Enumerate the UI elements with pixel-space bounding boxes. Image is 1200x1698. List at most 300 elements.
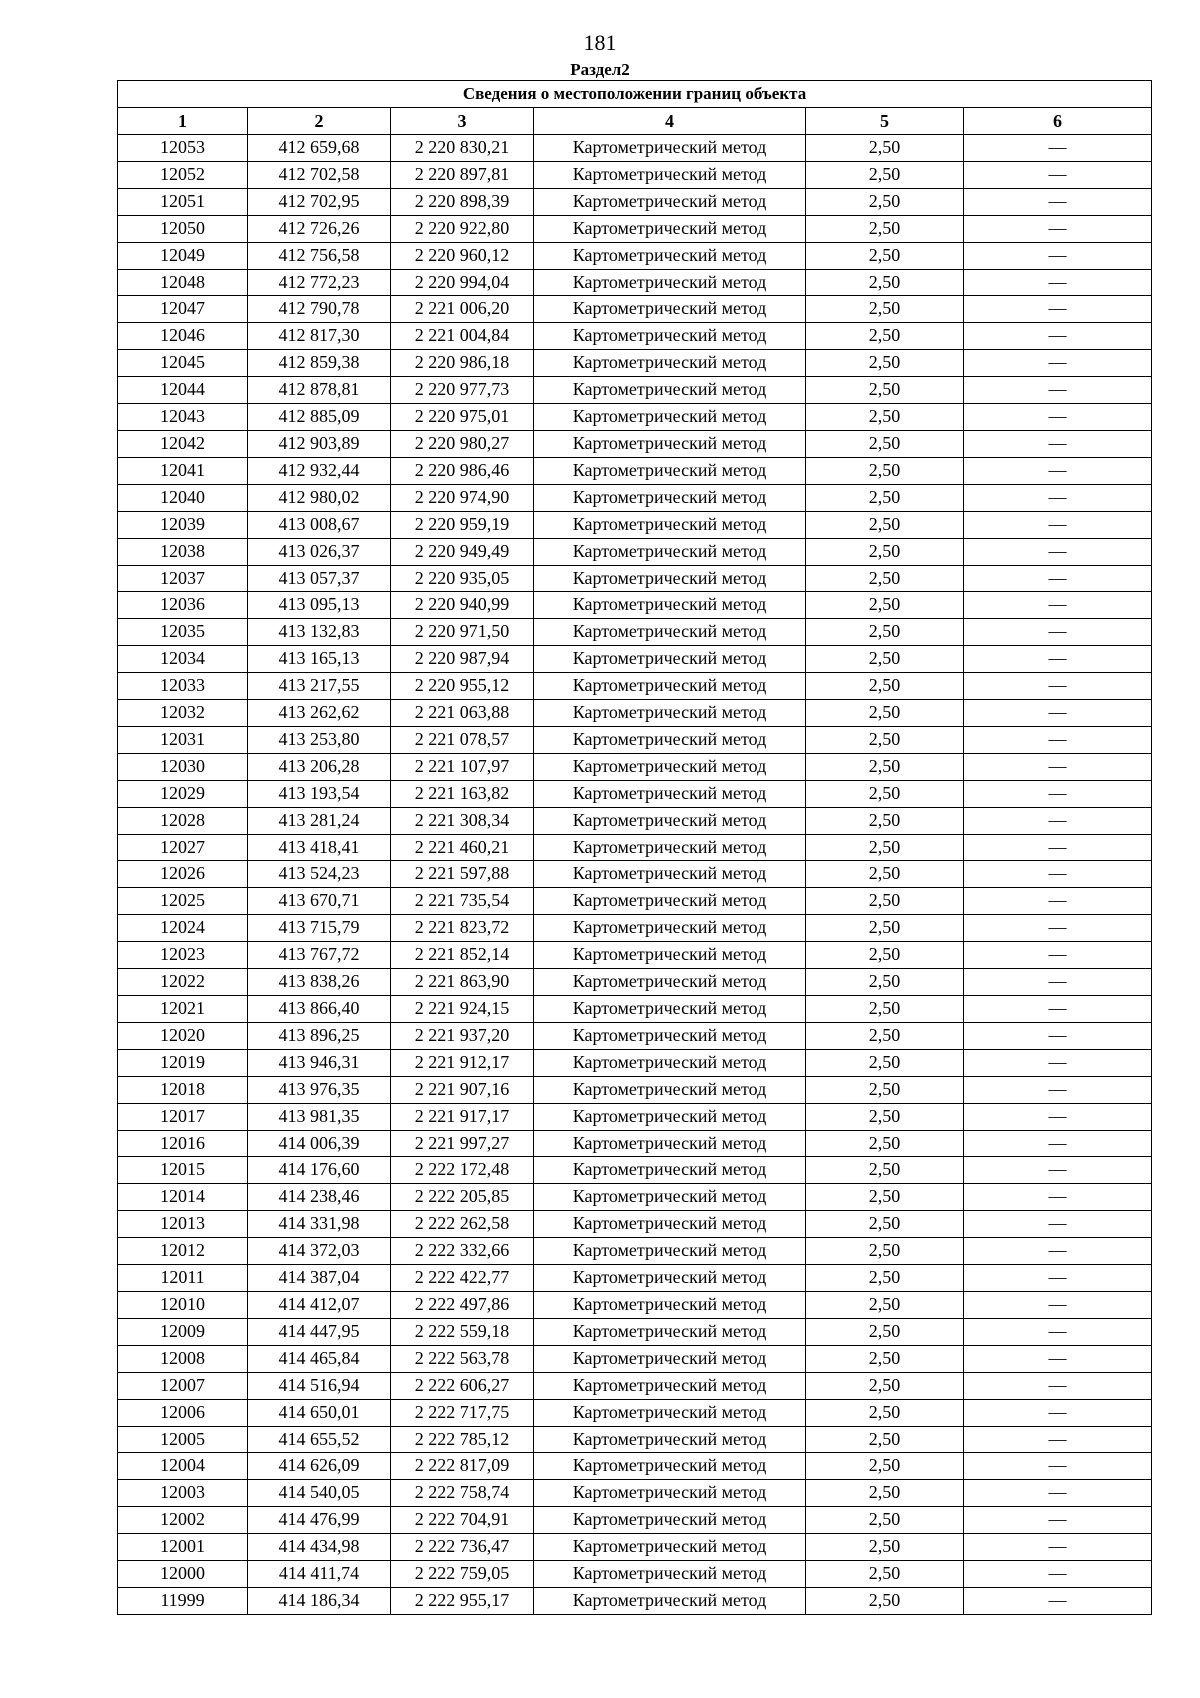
- cell-y-coordinate: 2 220 959,19: [391, 511, 534, 538]
- cell-method: Картометрический метод: [534, 673, 806, 700]
- cell-y-coordinate: 2 222 785,12: [391, 1426, 534, 1453]
- cell-point-number: 12022: [118, 969, 248, 996]
- cell-y-coordinate: 2 220 935,05: [391, 565, 534, 592]
- cell-y-coordinate: 2 222 606,27: [391, 1372, 534, 1399]
- table-row: [118, 1103, 1152, 1130]
- cell-y-coordinate: 2 220 975,01: [391, 404, 534, 431]
- cell-point-number: 12026: [118, 861, 248, 888]
- cell-description: —: [964, 1103, 1152, 1130]
- cell-point-number: 12048: [118, 269, 248, 296]
- cell-accuracy: 2,50: [806, 1561, 964, 1588]
- table-row: [118, 700, 1152, 727]
- cell-x-coordinate: 414 372,03: [248, 1238, 391, 1265]
- cell-x-coordinate: 413 418,41: [248, 834, 391, 861]
- cell-method: Картометрический метод: [534, 484, 806, 511]
- cell-method: Картометрический метод: [534, 726, 806, 753]
- cell-x-coordinate: 413 981,35: [248, 1103, 391, 1130]
- table-body: [118, 135, 1152, 1615]
- cell-method: Картометрический метод: [534, 1480, 806, 1507]
- cell-x-coordinate: 414 516,94: [248, 1372, 391, 1399]
- cell-x-coordinate: 414 626,09: [248, 1453, 391, 1480]
- cell-y-coordinate: 2 222 205,85: [391, 1184, 534, 1211]
- cell-accuracy: 2,50: [806, 430, 964, 457]
- cell-accuracy: 2,50: [806, 726, 964, 753]
- table-row: [118, 888, 1152, 915]
- cell-method: Картометрический метод: [534, 1076, 806, 1103]
- cell-method: Картометрический метод: [534, 1372, 806, 1399]
- table-row: [118, 1534, 1152, 1561]
- cell-method: Картометрический метод: [534, 1534, 806, 1561]
- cell-point-number: 12041: [118, 457, 248, 484]
- cell-y-coordinate: 2 222 172,48: [391, 1157, 534, 1184]
- cell-point-number: 12033: [118, 673, 248, 700]
- cell-description: —: [964, 1211, 1152, 1238]
- table-row: [118, 619, 1152, 646]
- cell-point-number: 12025: [118, 888, 248, 915]
- cell-point-number: 12011: [118, 1265, 248, 1292]
- table-row: [118, 538, 1152, 565]
- cell-description: —: [964, 969, 1152, 996]
- table-row: [118, 135, 1152, 162]
- cell-x-coordinate: 414 465,84: [248, 1345, 391, 1372]
- cell-accuracy: 2,50: [806, 1022, 964, 1049]
- column-header-6: 6: [964, 108, 1152, 135]
- cell-x-coordinate: 412 772,23: [248, 269, 391, 296]
- cell-y-coordinate: 2 221 997,27: [391, 1130, 534, 1157]
- table-row: [118, 1587, 1152, 1614]
- cell-point-number: 12034: [118, 646, 248, 673]
- cell-description: —: [964, 1561, 1152, 1588]
- cell-point-number: 12042: [118, 430, 248, 457]
- cell-point-number: 12003: [118, 1480, 248, 1507]
- cell-method: Картометрический метод: [534, 1426, 806, 1453]
- cell-accuracy: 2,50: [806, 861, 964, 888]
- cell-description: —: [964, 457, 1152, 484]
- cell-point-number: 12046: [118, 323, 248, 350]
- cell-description: —: [964, 242, 1152, 269]
- cell-method: Картометрический метод: [534, 1318, 806, 1345]
- cell-y-coordinate: 2 221 460,21: [391, 834, 534, 861]
- table-row: [118, 780, 1152, 807]
- cell-accuracy: 2,50: [806, 1453, 964, 1480]
- cell-point-number: 12051: [118, 188, 248, 215]
- cell-point-number: 12013: [118, 1211, 248, 1238]
- cell-accuracy: 2,50: [806, 1534, 964, 1561]
- table-row: [118, 1426, 1152, 1453]
- cell-accuracy: 2,50: [806, 1265, 964, 1292]
- cell-point-number: 12000: [118, 1561, 248, 1588]
- cell-x-coordinate: 413 896,25: [248, 1022, 391, 1049]
- cell-description: —: [964, 1022, 1152, 1049]
- cell-accuracy: 2,50: [806, 484, 964, 511]
- cell-method: Картометрический метод: [534, 1184, 806, 1211]
- cell-description: —: [964, 888, 1152, 915]
- cell-point-number: 12008: [118, 1345, 248, 1372]
- cell-description: —: [964, 135, 1152, 162]
- cell-description: —: [964, 807, 1152, 834]
- cell-method: Картометрический метод: [534, 135, 806, 162]
- cell-method: Картометрический метод: [534, 861, 806, 888]
- cell-description: —: [964, 1157, 1152, 1184]
- column-header-1: 1: [118, 108, 248, 135]
- cell-point-number: 12043: [118, 404, 248, 431]
- column-header-row: [118, 108, 1152, 135]
- cell-description: —: [964, 1345, 1152, 1372]
- cell-point-number: 12052: [118, 161, 248, 188]
- cell-point-number: 12020: [118, 1022, 248, 1049]
- cell-accuracy: 2,50: [806, 834, 964, 861]
- cell-method: Картометрический метод: [534, 1265, 806, 1292]
- cell-method: Картометрический метод: [534, 242, 806, 269]
- table-row: [118, 484, 1152, 511]
- cell-point-number: 12050: [118, 215, 248, 242]
- cell-accuracy: 2,50: [806, 1399, 964, 1426]
- table-row: [118, 296, 1152, 323]
- cell-x-coordinate: 413 253,80: [248, 726, 391, 753]
- cell-accuracy: 2,50: [806, 996, 964, 1023]
- cell-method: Картометрический метод: [534, 538, 806, 565]
- cell-y-coordinate: 2 220 977,73: [391, 377, 534, 404]
- cell-accuracy: 2,50: [806, 753, 964, 780]
- cell-accuracy: 2,50: [806, 215, 964, 242]
- cell-method: Картометрический метод: [534, 188, 806, 215]
- cell-description: —: [964, 484, 1152, 511]
- cell-y-coordinate: 2 221 907,16: [391, 1076, 534, 1103]
- table-row: [118, 1184, 1152, 1211]
- cell-y-coordinate: 2 221 308,34: [391, 807, 534, 834]
- cell-accuracy: 2,50: [806, 296, 964, 323]
- cell-method: Картометрический метод: [534, 1399, 806, 1426]
- cell-x-coordinate: 412 903,89: [248, 430, 391, 457]
- cell-point-number: 12027: [118, 834, 248, 861]
- cell-method: Картометрический метод: [534, 323, 806, 350]
- cell-y-coordinate: 2 221 852,14: [391, 942, 534, 969]
- cell-point-number: 12017: [118, 1103, 248, 1130]
- cell-point-number: 12039: [118, 511, 248, 538]
- cell-point-number: 12038: [118, 538, 248, 565]
- cell-x-coordinate: 412 859,38: [248, 350, 391, 377]
- cell-accuracy: 2,50: [806, 1238, 964, 1265]
- cell-method: Картометрический метод: [534, 942, 806, 969]
- cell-x-coordinate: 412 980,02: [248, 484, 391, 511]
- cell-method: Картометрический метод: [534, 1130, 806, 1157]
- cell-y-coordinate: 2 221 004,84: [391, 323, 534, 350]
- cell-method: Картометрический метод: [534, 1103, 806, 1130]
- cell-point-number: 12001: [118, 1534, 248, 1561]
- cell-description: —: [964, 1507, 1152, 1534]
- cell-y-coordinate: 2 220 980,27: [391, 430, 534, 457]
- cell-method: Картометрический метод: [534, 296, 806, 323]
- cell-y-coordinate: 2 221 912,17: [391, 1049, 534, 1076]
- cell-method: Картометрический метод: [534, 1238, 806, 1265]
- cell-method: Картометрический метод: [534, 700, 806, 727]
- cell-accuracy: 2,50: [806, 377, 964, 404]
- cell-accuracy: 2,50: [806, 1211, 964, 1238]
- cell-point-number: 12002: [118, 1507, 248, 1534]
- cell-point-number: 12018: [118, 1076, 248, 1103]
- cell-x-coordinate: 413 057,37: [248, 565, 391, 592]
- boundary-coordinates-table: [117, 80, 1152, 1615]
- table-row: [118, 1561, 1152, 1588]
- cell-x-coordinate: 414 655,52: [248, 1426, 391, 1453]
- cell-method: Картометрический метод: [534, 807, 806, 834]
- cell-y-coordinate: 2 221 107,97: [391, 753, 534, 780]
- cell-description: —: [964, 430, 1152, 457]
- cell-accuracy: 2,50: [806, 1507, 964, 1534]
- cell-description: —: [964, 753, 1152, 780]
- cell-method: Картометрический метод: [534, 1561, 806, 1588]
- cell-x-coordinate: 413 946,31: [248, 1049, 391, 1076]
- cell-accuracy: 2,50: [806, 323, 964, 350]
- cell-point-number: 12004: [118, 1453, 248, 1480]
- cell-description: —: [964, 996, 1152, 1023]
- cell-x-coordinate: 413 866,40: [248, 996, 391, 1023]
- cell-accuracy: 2,50: [806, 646, 964, 673]
- cell-y-coordinate: 2 222 559,18: [391, 1318, 534, 1345]
- table-row: [118, 673, 1152, 700]
- cell-point-number: 12035: [118, 619, 248, 646]
- cell-accuracy: 2,50: [806, 1157, 964, 1184]
- cell-accuracy: 2,50: [806, 619, 964, 646]
- cell-x-coordinate: 413 165,13: [248, 646, 391, 673]
- cell-y-coordinate: 2 221 163,82: [391, 780, 534, 807]
- cell-x-coordinate: 413 206,28: [248, 753, 391, 780]
- table-row: [118, 1507, 1152, 1534]
- cell-x-coordinate: 414 176,60: [248, 1157, 391, 1184]
- cell-accuracy: 2,50: [806, 700, 964, 727]
- cell-method: Картометрический метод: [534, 915, 806, 942]
- cell-point-number: 12009: [118, 1318, 248, 1345]
- cell-method: Картометрический метод: [534, 1587, 806, 1614]
- cell-x-coordinate: 414 540,05: [248, 1480, 391, 1507]
- cell-y-coordinate: 2 221 863,90: [391, 969, 534, 996]
- cell-description: —: [964, 646, 1152, 673]
- cell-method: Картометрический метод: [534, 1345, 806, 1372]
- cell-accuracy: 2,50: [806, 1049, 964, 1076]
- cell-point-number: 12023: [118, 942, 248, 969]
- cell-description: —: [964, 1480, 1152, 1507]
- cell-y-coordinate: 2 220 974,90: [391, 484, 534, 511]
- cell-point-number: 12045: [118, 350, 248, 377]
- table-row: [118, 565, 1152, 592]
- cell-x-coordinate: 414 238,46: [248, 1184, 391, 1211]
- cell-y-coordinate: 2 220 960,12: [391, 242, 534, 269]
- table-row: [118, 996, 1152, 1023]
- cell-y-coordinate: 2 222 717,75: [391, 1399, 534, 1426]
- cell-method: Картометрический метод: [534, 1049, 806, 1076]
- cell-point-number: 12029: [118, 780, 248, 807]
- cell-description: —: [964, 1184, 1152, 1211]
- cell-x-coordinate: 414 412,07: [248, 1291, 391, 1318]
- cell-x-coordinate: 414 006,39: [248, 1130, 391, 1157]
- cell-accuracy: 2,50: [806, 807, 964, 834]
- cell-description: —: [964, 1534, 1152, 1561]
- cell-description: —: [964, 323, 1152, 350]
- cell-method: Картометрический метод: [534, 215, 806, 242]
- cell-description: —: [964, 215, 1152, 242]
- table-row: [118, 969, 1152, 996]
- cell-accuracy: 2,50: [806, 135, 964, 162]
- cell-accuracy: 2,50: [806, 1184, 964, 1211]
- table-row: [118, 834, 1152, 861]
- cell-x-coordinate: 413 767,72: [248, 942, 391, 969]
- table-row: [118, 592, 1152, 619]
- cell-description: —: [964, 726, 1152, 753]
- table-row: [118, 807, 1152, 834]
- cell-accuracy: 2,50: [806, 1587, 964, 1614]
- table-row: [118, 269, 1152, 296]
- cell-method: Картометрический метод: [534, 1453, 806, 1480]
- cell-accuracy: 2,50: [806, 242, 964, 269]
- cell-x-coordinate: 414 447,95: [248, 1318, 391, 1345]
- cell-description: —: [964, 1318, 1152, 1345]
- cell-description: —: [964, 404, 1152, 431]
- cell-description: —: [964, 834, 1152, 861]
- cell-description: —: [964, 1399, 1152, 1426]
- cell-point-number: 12036: [118, 592, 248, 619]
- cell-y-coordinate: 2 222 497,86: [391, 1291, 534, 1318]
- cell-y-coordinate: 2 221 006,20: [391, 296, 534, 323]
- table-row: [118, 1453, 1152, 1480]
- table-row: [118, 511, 1152, 538]
- cell-y-coordinate: 2 222 758,74: [391, 1480, 534, 1507]
- table-row: [118, 646, 1152, 673]
- cell-method: Картометрический метод: [534, 377, 806, 404]
- table-row: [118, 457, 1152, 484]
- cell-x-coordinate: 413 524,23: [248, 861, 391, 888]
- cell-accuracy: 2,50: [806, 538, 964, 565]
- cell-accuracy: 2,50: [806, 1291, 964, 1318]
- cell-method: Картометрический метод: [534, 888, 806, 915]
- cell-accuracy: 2,50: [806, 592, 964, 619]
- cell-y-coordinate: 2 220 897,81: [391, 161, 534, 188]
- cell-method: Картометрический метод: [534, 430, 806, 457]
- cell-x-coordinate: 413 976,35: [248, 1076, 391, 1103]
- cell-point-number: 12049: [118, 242, 248, 269]
- cell-x-coordinate: 413 026,37: [248, 538, 391, 565]
- cell-accuracy: 2,50: [806, 888, 964, 915]
- cell-description: —: [964, 1453, 1152, 1480]
- cell-y-coordinate: 2 220 986,46: [391, 457, 534, 484]
- cell-method: Картометрический метод: [534, 269, 806, 296]
- cell-accuracy: 2,50: [806, 969, 964, 996]
- table-row: [118, 1022, 1152, 1049]
- cell-x-coordinate: 414 331,98: [248, 1211, 391, 1238]
- cell-description: —: [964, 1238, 1152, 1265]
- cell-description: —: [964, 700, 1152, 727]
- cell-point-number: 12015: [118, 1157, 248, 1184]
- cell-accuracy: 2,50: [806, 1426, 964, 1453]
- cell-x-coordinate: 413 193,54: [248, 780, 391, 807]
- cell-description: —: [964, 1372, 1152, 1399]
- cell-x-coordinate: 412 702,58: [248, 161, 391, 188]
- table-row: [118, 753, 1152, 780]
- table-row: [118, 915, 1152, 942]
- cell-method: Картометрический метод: [534, 350, 806, 377]
- cell-point-number: 12040: [118, 484, 248, 511]
- cell-y-coordinate: 2 221 823,72: [391, 915, 534, 942]
- column-header-5: 5: [806, 108, 964, 135]
- cell-description: —: [964, 538, 1152, 565]
- cell-method: Картометрический метод: [534, 996, 806, 1023]
- table-row: [118, 1318, 1152, 1345]
- cell-description: —: [964, 780, 1152, 807]
- page-number: 181: [583, 30, 617, 55]
- cell-y-coordinate: 2 220 987,94: [391, 646, 534, 673]
- cell-method: Картометрический метод: [534, 1507, 806, 1534]
- cell-point-number: 12028: [118, 807, 248, 834]
- cell-x-coordinate: 412 885,09: [248, 404, 391, 431]
- table-title-row: [118, 81, 1152, 108]
- cell-description: —: [964, 269, 1152, 296]
- cell-accuracy: 2,50: [806, 942, 964, 969]
- cell-x-coordinate: 413 670,71: [248, 888, 391, 915]
- cell-point-number: 12019: [118, 1049, 248, 1076]
- cell-point-number: 12024: [118, 915, 248, 942]
- table-row: [118, 726, 1152, 753]
- cell-method: Картометрический метод: [534, 457, 806, 484]
- cell-x-coordinate: 413 262,62: [248, 700, 391, 727]
- cell-point-number: 12010: [118, 1291, 248, 1318]
- cell-method: Картометрический метод: [534, 592, 806, 619]
- table-row: [118, 1480, 1152, 1507]
- cell-method: Картометрический метод: [534, 1291, 806, 1318]
- cell-accuracy: 2,50: [806, 1076, 964, 1103]
- cell-description: —: [964, 296, 1152, 323]
- table-row: [118, 242, 1152, 269]
- column-header-4: 4: [534, 108, 806, 135]
- table-row: [118, 942, 1152, 969]
- cell-y-coordinate: 2 220 986,18: [391, 350, 534, 377]
- cell-description: —: [964, 565, 1152, 592]
- cell-x-coordinate: 413 132,83: [248, 619, 391, 646]
- table-row: [118, 404, 1152, 431]
- cell-description: —: [964, 1426, 1152, 1453]
- table-row: [118, 323, 1152, 350]
- cell-accuracy: 2,50: [806, 188, 964, 215]
- cell-x-coordinate: 412 878,81: [248, 377, 391, 404]
- cell-x-coordinate: 413 217,55: [248, 673, 391, 700]
- cell-y-coordinate: 2 221 937,20: [391, 1022, 534, 1049]
- cell-point-number: 12031: [118, 726, 248, 753]
- cell-accuracy: 2,50: [806, 915, 964, 942]
- cell-accuracy: 2,50: [806, 1318, 964, 1345]
- cell-x-coordinate: 414 411,74: [248, 1561, 391, 1588]
- cell-y-coordinate: 2 222 817,09: [391, 1453, 534, 1480]
- table-row: [118, 430, 1152, 457]
- cell-method: Картометрический метод: [534, 1022, 806, 1049]
- section-label: Раздел2: [570, 60, 630, 79]
- table-row: [118, 1076, 1152, 1103]
- table-row: [118, 1345, 1152, 1372]
- cell-y-coordinate: 2 220 830,21: [391, 135, 534, 162]
- column-header-3: 3: [391, 108, 534, 135]
- cell-description: —: [964, 592, 1152, 619]
- cell-method: Картометрический метод: [534, 780, 806, 807]
- cell-method: Картометрический метод: [534, 404, 806, 431]
- cell-point-number: 12014: [118, 1184, 248, 1211]
- cell-x-coordinate: 412 756,58: [248, 242, 391, 269]
- table-row: [118, 1265, 1152, 1292]
- cell-method: Картометрический метод: [534, 969, 806, 996]
- table-row: [118, 1372, 1152, 1399]
- cell-point-number: 12012: [118, 1238, 248, 1265]
- cell-description: —: [964, 1291, 1152, 1318]
- cell-accuracy: 2,50: [806, 404, 964, 431]
- cell-y-coordinate: 2 221 597,88: [391, 861, 534, 888]
- table-row: [118, 1238, 1152, 1265]
- cell-method: Картометрический метод: [534, 619, 806, 646]
